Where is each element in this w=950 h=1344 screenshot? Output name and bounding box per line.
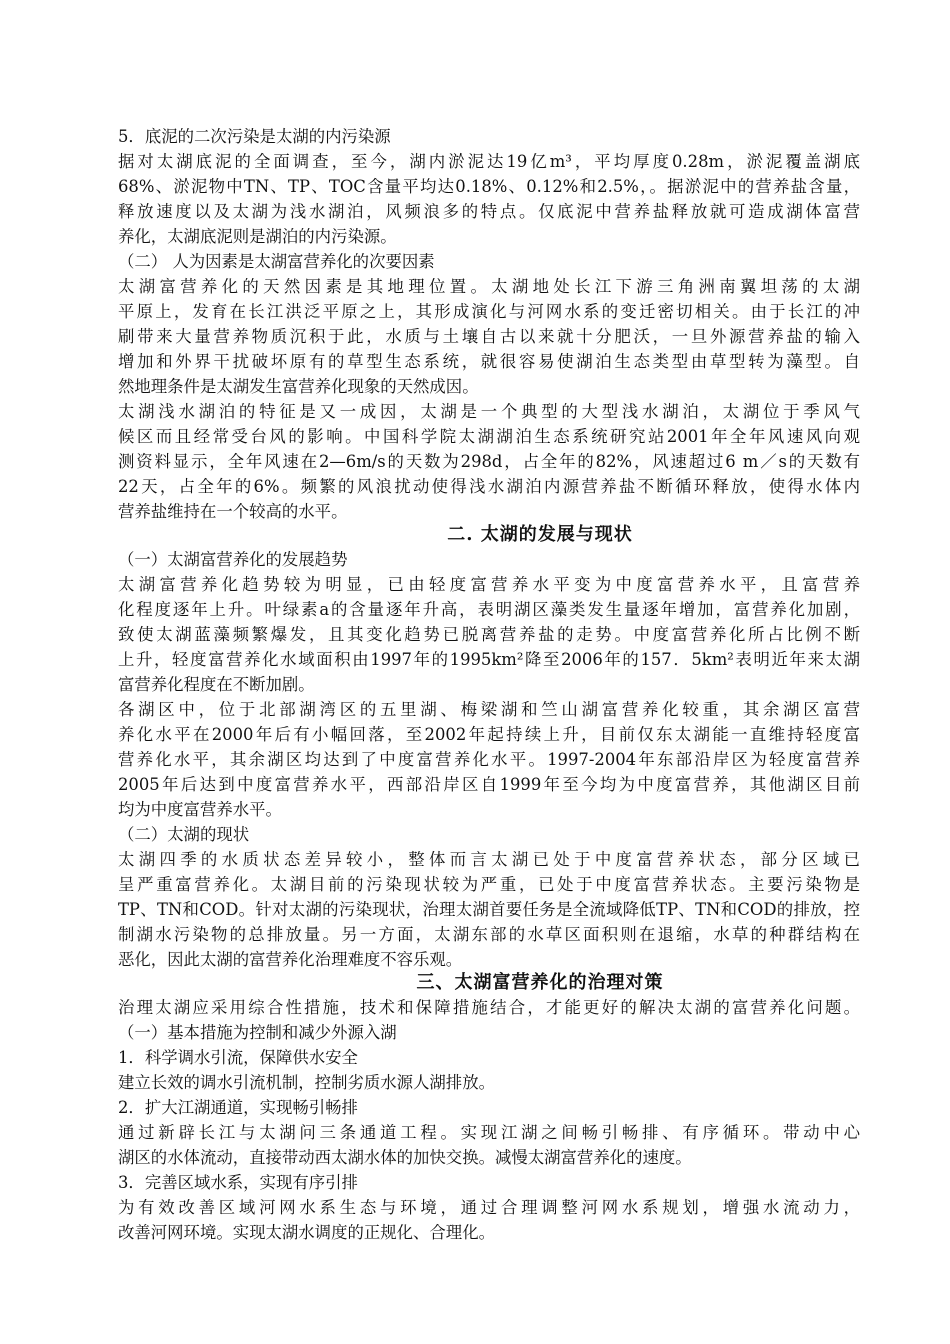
text-line: 释放速度以及太湖为浅水湖泊，风频浪多的特点。仅底泥中营养盐释放就可造成湖体富营 (118, 202, 860, 221)
text-line: 测资料显示，全年风速在2—6m/s的天数为298d，占全年的82%，风速超过6 m／s的天数有 (118, 452, 860, 471)
text-line: 候区而且经常受台风的影响。中国科学院太湖湖泊生态系统研究站2001年全年风速风向观 (118, 427, 860, 446)
text-line: 富营养化程度在不断加剧。 (118, 675, 315, 694)
text-line: 68%、淤泥物中TN、TP、TOC含量平均达0.18%、0.12%和2.5%，。据淤泥中的营养盐含量， (118, 177, 860, 196)
text-line: 改善河网环境。实现太湖水调度的正规化、合理化。 (118, 1223, 495, 1242)
text-line: 建立长效的调水引流机制，控制劣质水源人湖排放。 (118, 1073, 495, 1092)
text-line: 上升，轻度富营养化水域面积由1997年的1995km²降至2006年的157．5km²表明近年来太湖 (118, 650, 860, 669)
text-line: 呈严重富营养化。太湖目前的污染现状较为严重，已处于中度富营养状态。主要污染物是 (118, 875, 860, 894)
section-heading: （二） 人为因素是太湖富营养化的次要因素 (118, 252, 435, 271)
subsection-heading: 1．科学调水引流，保障供水安全 (118, 1048, 358, 1067)
section-heading: （一）基本措施为控制和减少外源入湖 (118, 1023, 397, 1042)
text-line: 治理太湖应采用综合性措施，技术和保障措施结合，才能更好的解决太湖的富营养化问题。 (118, 998, 860, 1017)
text-line: 太湖富营养化趋势较为明显，已由轻度富营养水平变为中度富营养水平，且富营养 (118, 575, 860, 594)
text-line: 均为中度富营养水平。 (118, 800, 282, 819)
text-line: 太湖富营养化的天然因素是其地理位置。太湖地处长江下游三角洲南翼坦荡的太湖 (118, 277, 860, 296)
text-line: 据对太湖底泥的全面调查，至今，湖内淤泥达19亿m³，平均厚度0.28m，淤泥覆盖湖底 (118, 152, 860, 171)
text-line: 22天，占全年的6%。频繁的风浪扰动使得浅水湖泊内源营养盐不断循环释放，使得水体内 (118, 477, 860, 496)
subsection-heading: 2．扩大江湖通道，实现畅引畅排 (118, 1098, 358, 1117)
text-line: 湖区的水体流动，直接带动西太湖水体的加快交换。减慢太湖富营养化的速度。 (118, 1148, 692, 1167)
text-line: 致使太湖蓝藻频繁爆发，且其变化趋势已脱离营养盐的走势。中度富营养化所占比例不断 (118, 625, 860, 644)
text-line: 养化水平在2000年后有小幅回落，至2002年起持续上升，目前仅东太湖能一直维持轻度富 (118, 725, 860, 744)
text-line: 5．底泥的二次污染是太湖的内污染源 (118, 127, 391, 146)
text-line: 化程度逐年上升。叶绿素a的含量逐年升高，表明湖区藻类发生量逐年增加，富营养化加剧， (118, 600, 860, 619)
text-line: 太湖四季的水质状态差异较小，整体而言太湖已处于中度富营养状态，部分区域已 (118, 850, 860, 869)
text-line: 通过新辟长江与太湖问三条通道工程。实现江湖之间畅引畅排、有序循环。带动中心 (118, 1123, 860, 1142)
text-line: 制湖水污染物的总排放量。另一方面，太湖东部的水草区面积则在退缩，水草的种群结构在 (118, 925, 860, 944)
text-line: 增加和外界干扰破坏原有的草型生态系统，就很容易使湖泊生态类型由草型转为藻型。自 (118, 352, 860, 371)
text-line: 平原上，发育在长江洪泛平原之上，其形成演化与河网水系的变迁密切相关。由于长江的冲 (118, 302, 860, 321)
text-line: 为有效改善区域河网水系生态与环境，通过合理调整河网水系规划，增强水流动力， (118, 1198, 860, 1217)
text-line: 太湖浅水湖泊的特征是又一成因，太湖是一个典型的大型浅水湖泊，太湖位于季风气 (118, 402, 860, 421)
chapter-heading: 二. 太湖的发展与现状 (447, 524, 633, 545)
text-line: 营养盐维持在一个较高的水平。 (118, 502, 348, 521)
chapter-heading: 三、太湖富营养化的治理对策 (416, 972, 664, 993)
subsection-heading: 3．完善区域水系，实现有序引排 (118, 1173, 358, 1192)
section-heading: （一）太湖富营养化的发展趋势 (118, 550, 348, 569)
text-line: 养化，太湖底泥则是湖泊的内污染源。 (118, 227, 397, 246)
text-line: 恶化，因此太湖的富营养化治理难度不容乐观。 (118, 950, 463, 969)
text-line: 各湖区中，位于北部湖湾区的五里湖、梅梁湖和竺山湖富营养化较重，其余湖区富营 (118, 700, 860, 719)
section-heading: （二）太湖的现状 (118, 825, 250, 844)
text-line: 2005年后达到中度富营养水平，西部沿岸区自1999年至今均为中度富营养，其他湖区目前 (118, 775, 860, 794)
text-line: 营养化水平，其余湖区均达到了中度富营养化水平。1997-2004年东部沿岸区为轻度富营养 (118, 750, 860, 769)
text-line: 然地理条件是太湖发生富营养化现象的天然成因。 (118, 377, 479, 396)
text-line: 刷带来大量营养物质沉积于此，水质与土壤自古以来就十分肥沃，一旦外源营养盐的输入 (118, 327, 860, 346)
text-line: TP、TN和COD。针对太湖的污染现状，治理太湖首要任务是全流域降低TP、TN和COD的排放，控 (118, 900, 860, 919)
